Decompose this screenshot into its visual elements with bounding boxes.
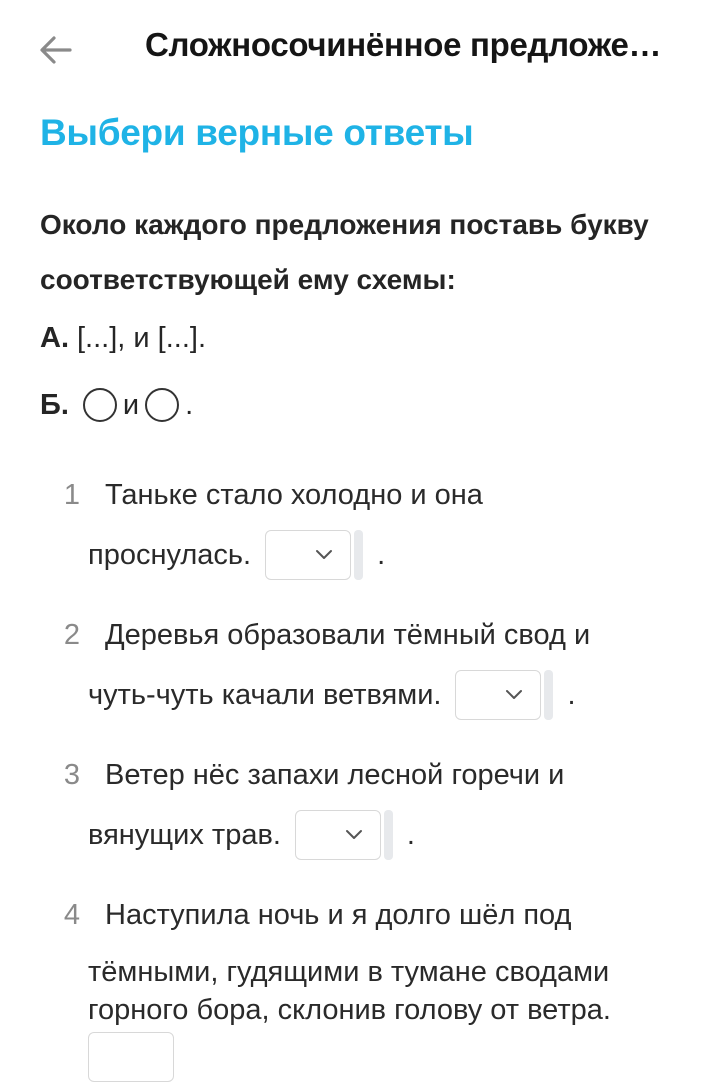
question-text-line3: горного бора, склонив голову от ветра.	[88, 994, 611, 1026]
back-button[interactable]	[36, 30, 76, 70]
question-number: 2	[63, 619, 81, 651]
sentence-end: .	[567, 678, 576, 711]
select-side-tab	[544, 670, 553, 720]
scheme-b-conjunction: и	[122, 388, 140, 421]
scheme-b-end: .	[185, 388, 194, 421]
app-header	[0, 0, 706, 100]
task-heading: Выбери верные ответы	[40, 112, 474, 153]
question-text-line1: Ветер нёс запахи лесной горечи и	[105, 759, 565, 791]
chevron-down-icon	[314, 547, 334, 561]
question-text-line2: вянущих трав.	[88, 818, 281, 851]
question-text-line2: чуть-чуть качали ветвями.	[88, 678, 442, 711]
sentence-end: .	[406, 818, 415, 851]
question-text-line1: Наступила ночь и я долго шёл под	[105, 899, 572, 931]
scheme-b-letter: Б.	[40, 388, 69, 421]
answer-select[interactable]	[455, 670, 541, 720]
question-text-line2: тёмными, гудящими в тумане сводами	[88, 956, 610, 988]
task-instruction: Около каждого предложения поставь букву соответствующей ему схемы:	[40, 209, 649, 295]
question-text-line2: проснулась.	[88, 538, 252, 571]
scheme-a	[40, 322, 206, 355]
scheme-a-letter: А.	[40, 322, 69, 354]
chevron-down-icon	[344, 827, 364, 841]
arrow-left-icon	[36, 30, 76, 70]
question-number: 3	[63, 759, 81, 791]
question-number: 1	[63, 479, 81, 511]
chevron-down-icon	[504, 687, 524, 701]
answer-select[interactable]	[265, 530, 351, 580]
question-number: 4	[63, 899, 81, 931]
question-text-line2-row	[88, 530, 385, 580]
circle-icon	[145, 388, 179, 422]
answer-select[interactable]	[295, 810, 381, 860]
scheme-a-text: [...], и [...].	[77, 322, 206, 354]
select-side-tab	[354, 530, 363, 580]
sentence-end: .	[377, 538, 386, 571]
answer-select[interactable]	[88, 1032, 174, 1082]
scheme-b	[40, 388, 193, 422]
question-text-line2-row	[88, 810, 415, 860]
question-text-line1: Таньке стало холодно и она	[105, 479, 483, 511]
question-text-line2-row	[88, 670, 576, 720]
question-text-line1: Деревья образовали тёмный свод и	[105, 619, 591, 651]
circle-icon	[83, 388, 117, 422]
page-title: Сложносочинённое предложе…	[145, 26, 662, 63]
select-side-tab	[384, 810, 393, 860]
